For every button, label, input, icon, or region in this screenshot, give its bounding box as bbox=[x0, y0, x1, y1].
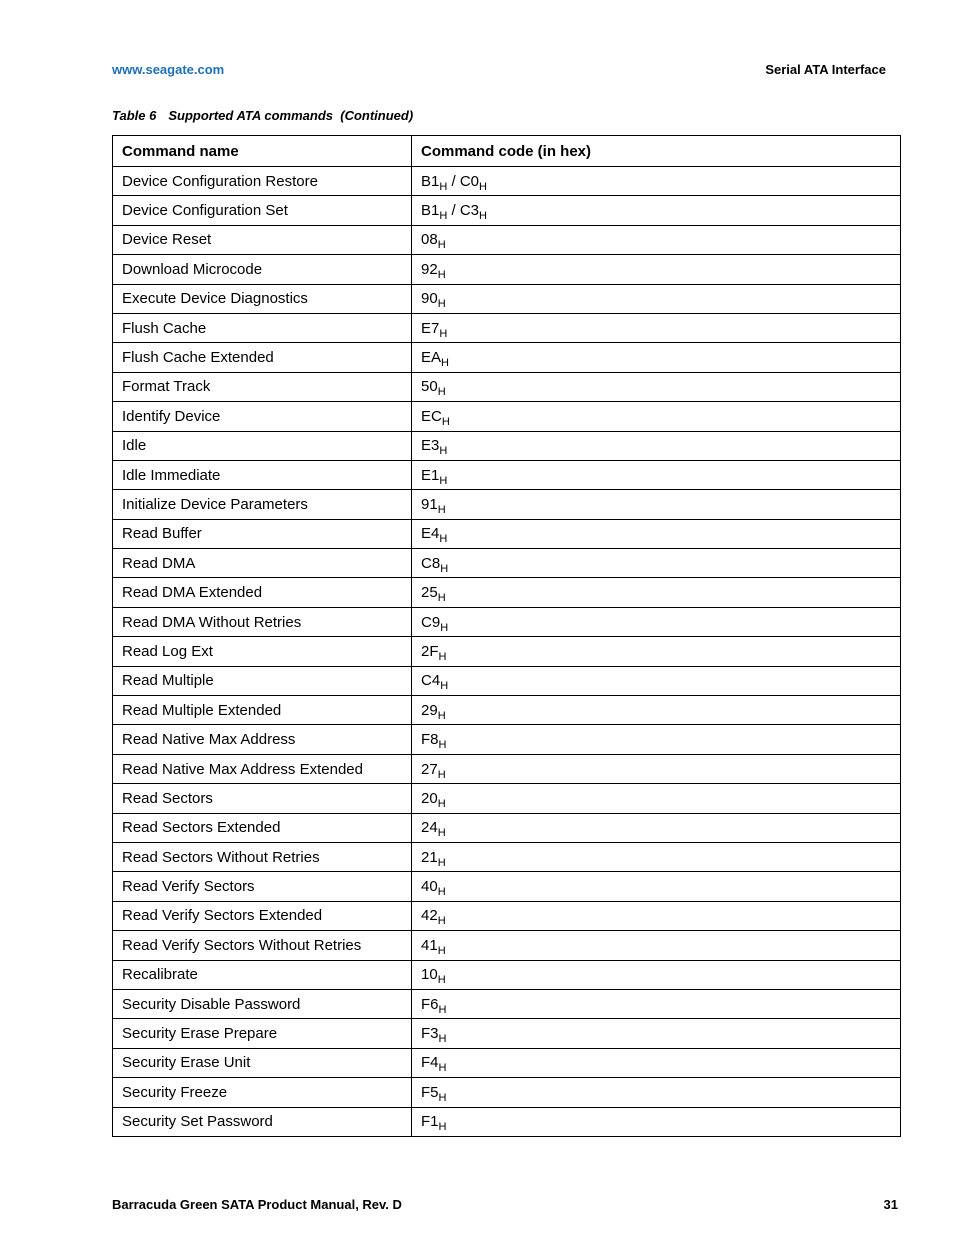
command-code-cell bbox=[412, 519, 901, 548]
command-code-cell bbox=[412, 960, 901, 989]
hex-subscript: H bbox=[437, 797, 446, 810]
command-name-cell: Security Erase Unit bbox=[113, 1048, 412, 1077]
command-name-cell: Idle bbox=[113, 431, 412, 460]
command-code-cell bbox=[412, 578, 901, 607]
command-name-cell: Read Native Max Address Extended bbox=[113, 754, 412, 783]
command-name-cell: Download Microcode bbox=[113, 255, 412, 284]
hex-code-value: 90 bbox=[421, 290, 438, 308]
table-row bbox=[113, 313, 901, 342]
table-row bbox=[113, 813, 901, 842]
hex-subscript: H bbox=[437, 592, 446, 605]
hex-subscript: H bbox=[438, 1091, 447, 1104]
hex-code-value: E1 bbox=[421, 466, 440, 484]
hex-subscript: H bbox=[441, 415, 450, 428]
hex-subscript: H bbox=[440, 621, 449, 634]
hex-subscript: H bbox=[437, 503, 446, 516]
hex-subscript: H bbox=[437, 974, 446, 987]
table-row bbox=[113, 754, 901, 783]
supported-ata-commands-table bbox=[112, 135, 901, 1137]
hex-subscript: H bbox=[437, 886, 446, 899]
command-name-cell: Read DMA Without Retries bbox=[113, 607, 412, 636]
hex-code-value: 42 bbox=[421, 907, 438, 925]
command-name-cell: Security Set Password bbox=[113, 1107, 412, 1136]
command-name-cell: Security Freeze bbox=[113, 1078, 412, 1107]
command-name-cell: Read Log Ext bbox=[113, 637, 412, 666]
table-row bbox=[113, 225, 901, 254]
hex-subscript: H bbox=[437, 944, 446, 957]
hex-subscript: H bbox=[439, 180, 448, 193]
hex-code-value: 41 bbox=[421, 936, 438, 954]
command-name-cell: Read Sectors Without Retries bbox=[113, 842, 412, 871]
table-header-row bbox=[113, 136, 901, 167]
table-row bbox=[113, 255, 901, 284]
hex-subscript: H bbox=[437, 386, 446, 399]
command-code-cell bbox=[412, 872, 901, 901]
hex-subscript: H bbox=[438, 1062, 447, 1075]
command-name-cell: Security Disable Password bbox=[113, 989, 412, 1018]
hex-subscript: H bbox=[438, 650, 447, 663]
table-row bbox=[113, 519, 901, 548]
table-row bbox=[113, 696, 901, 725]
table-row bbox=[113, 872, 901, 901]
command-code-cell bbox=[412, 1019, 901, 1048]
command-name-cell: Format Track bbox=[113, 372, 412, 401]
table-row bbox=[113, 343, 901, 372]
hex-code-value: 20 bbox=[421, 789, 438, 807]
hex-code-value: 10 bbox=[421, 966, 438, 984]
section-title: Serial ATA Interface bbox=[765, 62, 886, 77]
hex-code-value: F5 bbox=[421, 1083, 439, 1101]
command-code-cell bbox=[412, 637, 901, 666]
hex-subscript: H bbox=[437, 298, 446, 311]
table-row bbox=[113, 989, 901, 1018]
table-row bbox=[113, 431, 901, 460]
hex-subscript: H bbox=[439, 474, 448, 487]
command-name-cell: Read Verify Sectors bbox=[113, 872, 412, 901]
hex-code-value: F6 bbox=[421, 995, 439, 1013]
command-code-cell bbox=[412, 931, 901, 960]
hex-code-value: C9 bbox=[421, 613, 441, 631]
command-code-cell bbox=[412, 901, 901, 930]
table-row bbox=[113, 842, 901, 871]
command-code-cell bbox=[412, 343, 901, 372]
hex-subscript: H bbox=[479, 210, 487, 223]
command-name-cell: Device Configuration Restore bbox=[113, 167, 412, 196]
hex-code-value: B1 bbox=[421, 202, 440, 220]
command-code-cell bbox=[412, 284, 901, 313]
command-code-cell bbox=[412, 813, 901, 842]
page-number: 31 bbox=[883, 1197, 898, 1212]
command-name-cell: Read Native Max Address bbox=[113, 725, 412, 754]
command-name-cell: Security Erase Prepare bbox=[113, 1019, 412, 1048]
table-row bbox=[113, 960, 901, 989]
hex-subscript: H bbox=[440, 562, 449, 575]
hex-code-value: EA bbox=[421, 349, 442, 367]
command-code-cell bbox=[412, 754, 901, 783]
table-row bbox=[113, 284, 901, 313]
table-row bbox=[113, 1107, 901, 1136]
hex-code-value: 92 bbox=[421, 260, 438, 278]
command-code-cell bbox=[412, 402, 901, 431]
table-caption-label: Table 6 bbox=[112, 108, 157, 123]
command-name-cell: Initialize Device Parameters bbox=[113, 490, 412, 519]
table-caption-suffix: (Continued) bbox=[340, 108, 414, 123]
hex-subscript: H bbox=[439, 210, 448, 223]
hex-code-value: E3 bbox=[421, 437, 440, 455]
command-name-cell: Read Sectors bbox=[113, 784, 412, 813]
command-name-cell: Recalibrate bbox=[113, 960, 412, 989]
hex-subscript: H bbox=[437, 827, 446, 840]
command-name-cell: Flush Cache Extended bbox=[113, 343, 412, 372]
hex-code-value: F4 bbox=[421, 1054, 439, 1072]
command-name-cell: Read Multiple bbox=[113, 666, 412, 695]
hex-code-value: F8 bbox=[421, 731, 439, 749]
column-header-command-name: Command name bbox=[113, 136, 412, 167]
hex-subscript: H bbox=[438, 739, 447, 752]
table-row bbox=[113, 1019, 901, 1048]
column-header-command-code: Command code (in hex) bbox=[412, 136, 901, 167]
hex-code-value: C4 bbox=[421, 672, 441, 690]
code-separator: / bbox=[447, 172, 460, 190]
command-code-cell bbox=[412, 607, 901, 636]
hex-subscript: H bbox=[437, 856, 446, 869]
command-name-cell: Read DMA bbox=[113, 549, 412, 578]
hex-code-value: 25 bbox=[421, 584, 438, 602]
command-name-cell: Flush Cache bbox=[113, 313, 412, 342]
table-row bbox=[113, 490, 901, 519]
hex-code-value: 29 bbox=[421, 701, 438, 719]
command-code-cell bbox=[412, 842, 901, 871]
command-code-cell bbox=[412, 490, 901, 519]
hex-subscript: H bbox=[437, 768, 446, 781]
hex-code-value: F3 bbox=[421, 1025, 439, 1043]
command-name-cell: Read Buffer bbox=[113, 519, 412, 548]
hex-code-value: 50 bbox=[421, 378, 438, 396]
table-row bbox=[113, 402, 901, 431]
command-name-cell: Device Configuration Set bbox=[113, 196, 412, 225]
hex-subscript: H bbox=[479, 180, 487, 193]
hex-code-value: 40 bbox=[421, 878, 438, 896]
website-link[interactable]: www.seagate.com bbox=[112, 62, 225, 77]
hex-subscript: H bbox=[437, 268, 446, 281]
command-name-cell: Execute Device Diagnostics bbox=[113, 284, 412, 313]
command-name-cell: Read Verify Sectors Without Retries bbox=[113, 931, 412, 960]
table-caption bbox=[112, 108, 413, 123]
table-row bbox=[113, 1078, 901, 1107]
table-row bbox=[113, 607, 901, 636]
footer-manual-title: Barracuda Green SATA Product Manual, Rev. D bbox=[112, 1197, 402, 1212]
hex-subscript: H bbox=[440, 680, 449, 693]
command-code-cell bbox=[412, 725, 901, 754]
hex-subscript: H bbox=[437, 709, 446, 722]
hex-subscript: H bbox=[439, 327, 448, 340]
hex-subscript: H bbox=[438, 1121, 447, 1134]
hex-subscript: H bbox=[439, 445, 448, 458]
table-row bbox=[113, 167, 901, 196]
table-row bbox=[113, 637, 901, 666]
hex-code-value: EC bbox=[421, 407, 442, 425]
hex-code-value: 91 bbox=[421, 495, 438, 513]
command-name-cell: Read Multiple Extended bbox=[113, 696, 412, 725]
table-row bbox=[113, 549, 901, 578]
table-caption-title: Supported ATA commands bbox=[168, 108, 333, 123]
hex-subscript: H bbox=[437, 239, 446, 252]
hex-code-value: 08 bbox=[421, 231, 438, 249]
command-code-cell bbox=[412, 196, 901, 225]
hex-code-value: F1 bbox=[421, 1113, 439, 1131]
table-row bbox=[113, 196, 901, 225]
hex-code-value: C8 bbox=[421, 554, 441, 572]
command-code-cell bbox=[412, 1107, 901, 1136]
hex-code-value: 2F bbox=[421, 642, 439, 660]
command-code-cell bbox=[412, 1048, 901, 1077]
command-name-cell: Read Sectors Extended bbox=[113, 813, 412, 842]
table-row bbox=[113, 725, 901, 754]
hex-code-value: E7 bbox=[421, 319, 440, 337]
command-code-cell bbox=[412, 167, 901, 196]
command-name-cell: Read DMA Extended bbox=[113, 578, 412, 607]
hex-code-value: C0 bbox=[459, 172, 480, 190]
table-row bbox=[113, 372, 901, 401]
table-body bbox=[113, 167, 901, 1137]
hex-code-value: 21 bbox=[421, 848, 438, 866]
table-row bbox=[113, 1048, 901, 1077]
command-code-cell bbox=[412, 313, 901, 342]
command-code-cell bbox=[412, 431, 901, 460]
command-name-cell: Identify Device bbox=[113, 402, 412, 431]
command-name-cell: Read Verify Sectors Extended bbox=[113, 901, 412, 930]
command-code-cell bbox=[412, 372, 901, 401]
command-code-cell bbox=[412, 696, 901, 725]
code-separator: / bbox=[447, 202, 460, 220]
table-row bbox=[113, 901, 901, 930]
hex-code-value: B1 bbox=[421, 172, 440, 190]
table-row bbox=[113, 931, 901, 960]
table-row bbox=[113, 666, 901, 695]
hex-subscript: H bbox=[438, 1003, 447, 1016]
command-name-cell: Device Reset bbox=[113, 225, 412, 254]
command-code-cell bbox=[412, 460, 901, 489]
command-code-cell bbox=[412, 549, 901, 578]
hex-subscript: H bbox=[437, 915, 446, 928]
hex-subscript: H bbox=[438, 1033, 447, 1046]
table-row bbox=[113, 784, 901, 813]
command-code-cell bbox=[412, 666, 901, 695]
table-row bbox=[113, 578, 901, 607]
hex-code-value: 27 bbox=[421, 760, 438, 778]
command-code-cell bbox=[412, 225, 901, 254]
command-code-cell bbox=[412, 1078, 901, 1107]
command-code-cell bbox=[412, 255, 901, 284]
hex-code-value: C3 bbox=[459, 202, 480, 220]
hex-code-value: E4 bbox=[421, 525, 440, 543]
hex-subscript: H bbox=[441, 357, 449, 370]
command-code-cell bbox=[412, 989, 901, 1018]
command-name-cell: Idle Immediate bbox=[113, 460, 412, 489]
table-row bbox=[113, 460, 901, 489]
hex-code-value: 24 bbox=[421, 819, 438, 837]
command-code-cell bbox=[412, 784, 901, 813]
hex-subscript: H bbox=[439, 533, 448, 546]
